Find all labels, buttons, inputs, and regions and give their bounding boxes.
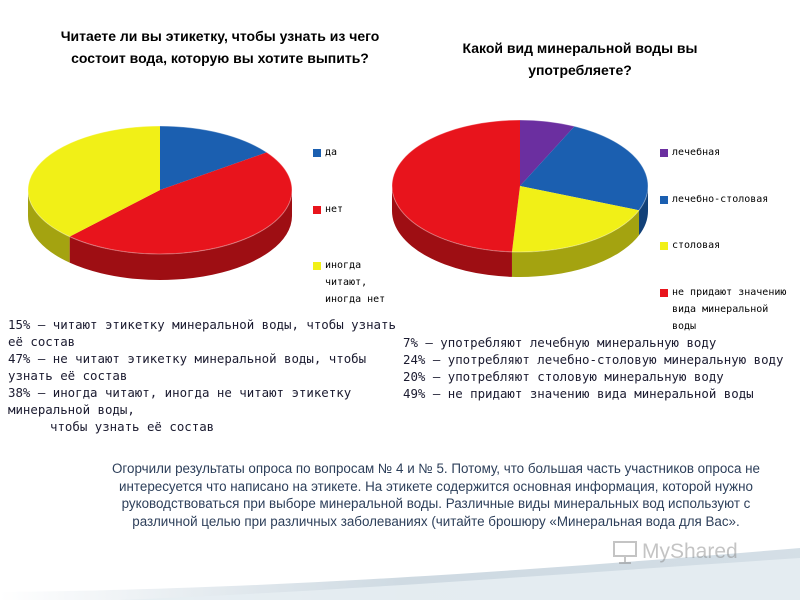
note-line: 49% – не придают значению вида минеральной воды	[403, 386, 754, 401]
notes-right	[403, 334, 798, 402]
legend-swatch	[660, 289, 668, 297]
legend-swatch	[660, 149, 668, 157]
note-line: 47% – не читают этикетку минеральной воды, чтобы узнать её состав	[8, 351, 367, 383]
legend-item	[313, 259, 387, 308]
legend-label: не придают значению вида минеральной воды	[672, 287, 787, 332]
note-line: 38% – иногда читают, иногда не читают этикетку минеральной воды,	[8, 385, 352, 417]
legend-swatch	[660, 196, 668, 204]
legend-label: столовая	[672, 240, 721, 251]
presentation-board-icon	[612, 539, 638, 565]
legend-item	[660, 286, 794, 335]
watermark-text: MyShared	[642, 540, 738, 563]
notes-left	[8, 316, 400, 435]
legend-label: лечебно-столовая	[672, 194, 769, 205]
legend-item	[660, 239, 720, 253]
legend-label: иногда читают, иногда нет	[325, 260, 386, 305]
chart-title-left: Читаете ли вы этикетку, чтобы узнать из чего состоит вода, которую вы хотите выпить?	[60, 28, 380, 66]
note-line: 7% – употребляют лечебную минеральную воду	[403, 335, 717, 350]
legend-label: нет	[325, 204, 344, 215]
legend-label: лечебная	[672, 147, 721, 158]
legend-item	[660, 193, 768, 207]
note-line: 24% – употребляют лечебно-столовую минеральную воду	[403, 352, 784, 367]
legend-item	[313, 203, 343, 217]
legend-item	[660, 146, 720, 160]
note-line: чтобы узнать её состав	[50, 419, 215, 434]
note-line: 15% – читают этикетку минеральной воды, чтобы узнать её состав	[8, 317, 396, 349]
summary-text: Огорчили результаты опроса по вопросам № 4 и № 5. Потому, что большая часть участников опроса не интересуется что написано на этикете. На этикете содержится основная информация, которой нужно руководствоваться при выборе минеральной воды. Различные виды минеральных вод используют с различной целью при различных заболеваниях (читайте брошюру «Минеральная вода для Вас».	[112, 461, 760, 529]
legend-swatch	[313, 149, 321, 157]
pie-chart-right	[384, 110, 656, 282]
pie-chart-left	[20, 118, 300, 286]
watermark	[612, 539, 738, 565]
legend-swatch	[313, 262, 321, 270]
legend-item	[313, 146, 337, 160]
note-line: 20% – употребляют столовую минеральную воду	[403, 369, 724, 384]
legend-label: да	[325, 147, 338, 158]
legend-swatch	[313, 206, 321, 214]
legend-swatch	[660, 242, 668, 250]
chart-title-right: Какой вид минеральной воды вы употребляете?	[462, 40, 698, 78]
